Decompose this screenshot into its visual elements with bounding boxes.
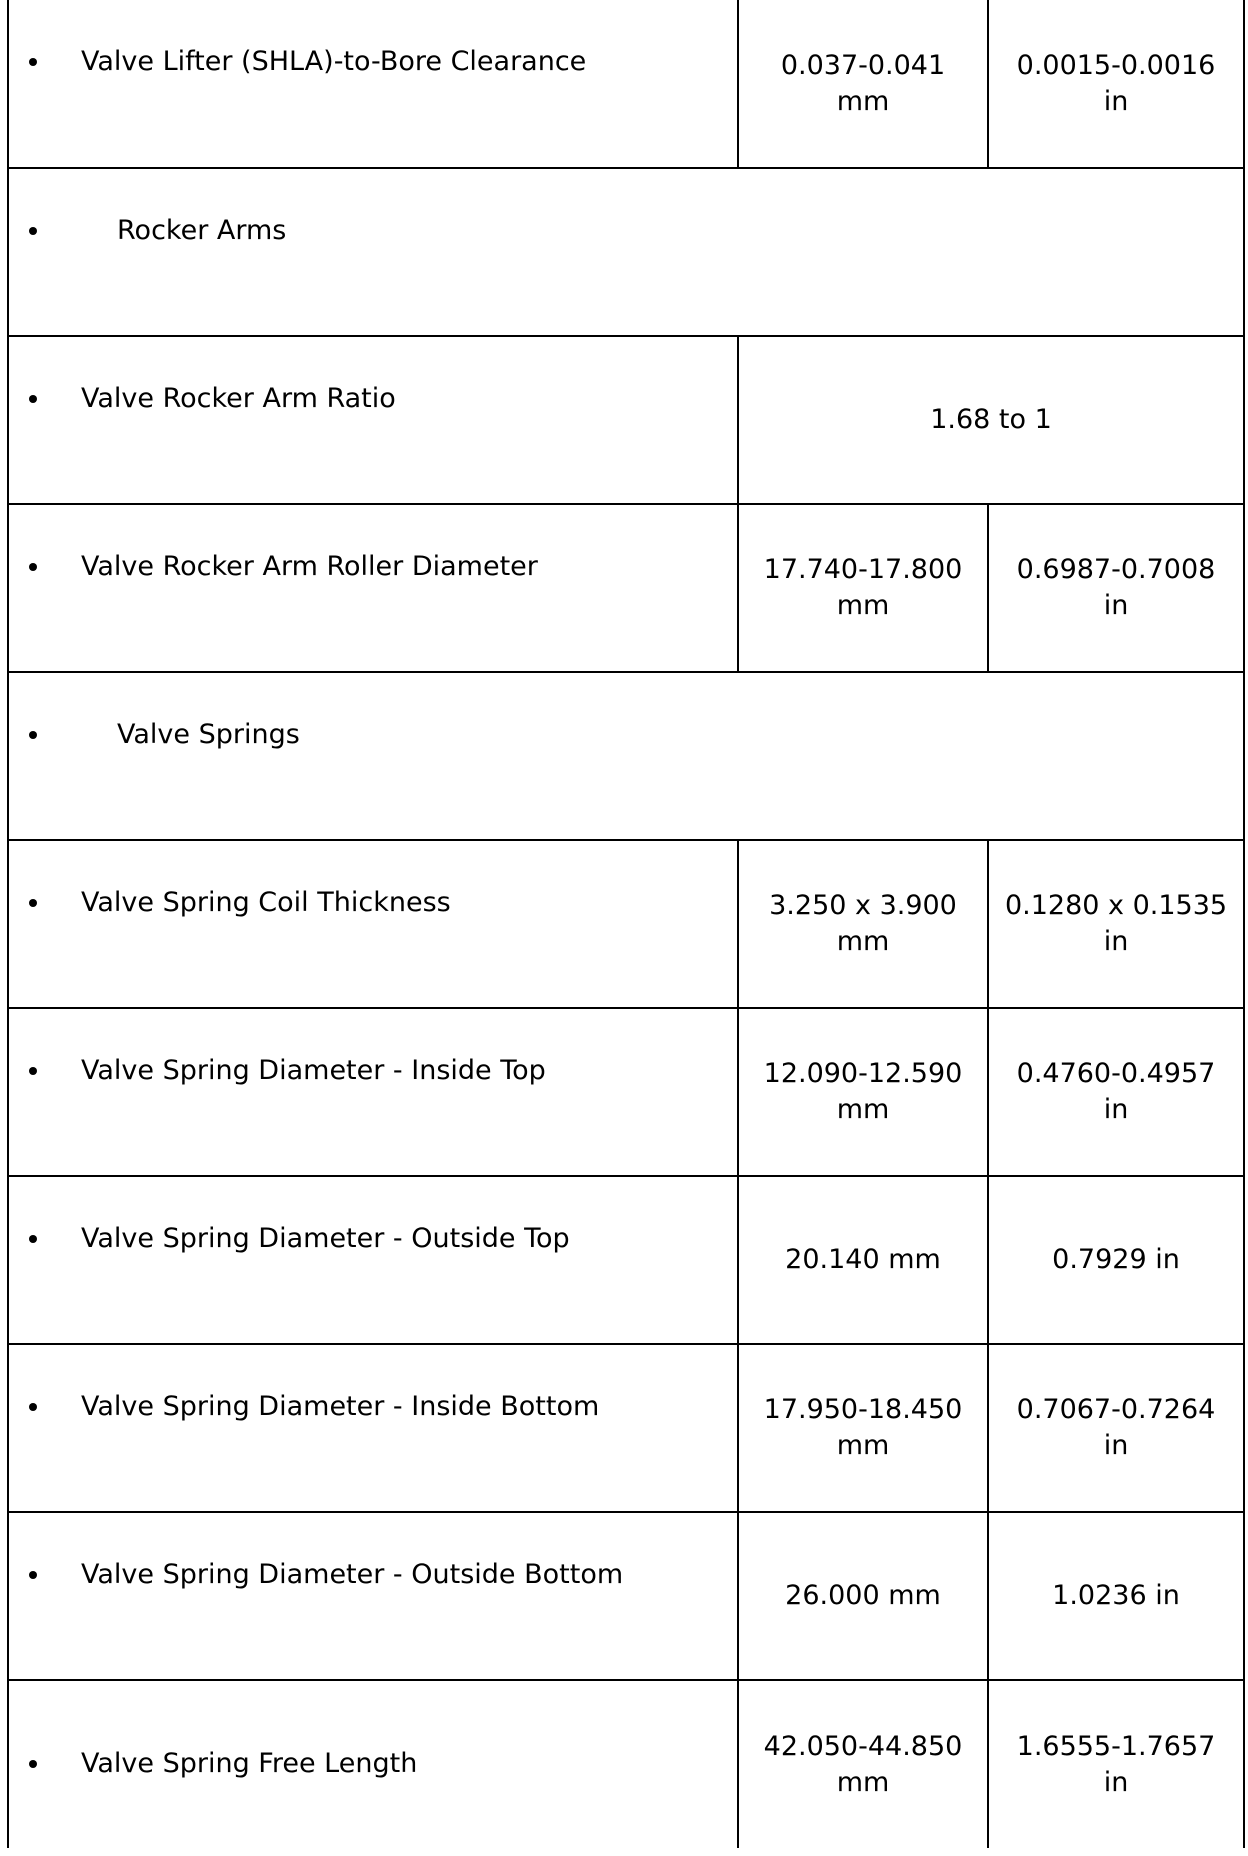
english-value: 1.6555-1.7657	[1016, 1730, 1216, 1762]
spec-label: Valve Rocker Arm Ratio	[81, 383, 396, 414]
specifications-table	[7, 0, 1245, 1848]
spec-label-cell	[8, 1176, 738, 1344]
spec-label-cell	[8, 1512, 738, 1680]
metric-value: 0.037-0.041	[780, 49, 946, 81]
table-row	[8, 336, 1244, 504]
english-value: 0.6987-0.7008	[1016, 554, 1216, 585]
section-heading-cell	[8, 168, 1244, 336]
english-unit: in	[1103, 926, 1129, 957]
english-value-cell	[988, 1176, 1244, 1344]
english-value-cell	[988, 504, 1244, 672]
label-wrap	[9, 549, 737, 585]
english-value-cell	[988, 0, 1244, 168]
metric-value: 26.000 mm	[785, 1580, 941, 1611]
label-wrap	[9, 1221, 737, 1257]
table-row	[8, 1008, 1244, 1176]
spec-label: Valve Spring Diameter - Outside Top	[81, 1223, 570, 1254]
english-value-cell	[988, 1344, 1244, 1512]
table-row	[8, 1512, 1244, 1680]
metric-value: 17.950-18.450	[763, 1394, 963, 1425]
table-row	[8, 840, 1244, 1008]
english-value: 0.1280 x 0.1535	[1004, 890, 1228, 921]
metric-value-cell	[738, 0, 988, 168]
english-unit: in	[1103, 590, 1129, 621]
metric-value: 12.090-12.590	[763, 1058, 963, 1089]
metric-value-cell	[738, 1344, 988, 1512]
table-row	[8, 504, 1244, 672]
spec-label-cell	[8, 840, 738, 1008]
label-wrap	[9, 213, 1243, 249]
english-value-cell	[988, 1008, 1244, 1176]
english-value: 0.0015-0.0016	[1016, 49, 1216, 81]
table-row	[8, 0, 1244, 168]
section-heading: Rocker Arms	[117, 215, 287, 246]
section-heading: Valve Springs	[117, 719, 300, 750]
english-value: 0.7929 in	[1052, 1244, 1180, 1275]
metric-value-cell	[738, 1176, 988, 1344]
spec-label-cell	[8, 1680, 738, 1848]
table-row	[8, 1680, 1244, 1848]
bullet-icon	[29, 395, 37, 403]
metric-value-cell	[738, 840, 988, 1008]
metric-unit: mm	[836, 85, 890, 117]
spec-label-cell	[8, 1008, 738, 1176]
english-unit: in	[1103, 1094, 1129, 1125]
english-value-cell	[988, 1512, 1244, 1680]
english-value: 0.7067-0.7264	[1016, 1394, 1216, 1425]
spec-label-cell	[8, 0, 738, 168]
bullet-icon	[29, 58, 37, 66]
metric-value: 42.050-44.850	[763, 1730, 963, 1762]
bullet-icon	[29, 1571, 37, 1579]
label-wrap	[9, 1053, 737, 1089]
english-unit: in	[1103, 1766, 1129, 1798]
label-wrap	[9, 44, 737, 80]
metric-unit: mm	[836, 1094, 890, 1125]
label-wrap	[9, 381, 737, 417]
spec-label: Valve Rocker Arm Roller Diameter	[81, 551, 538, 582]
label-wrap	[9, 1557, 737, 1593]
label-wrap	[9, 1389, 737, 1425]
table-row	[8, 672, 1244, 840]
english-value-cell	[988, 1680, 1244, 1848]
table-row	[8, 168, 1244, 336]
spec-label: Valve Lifter (SHLA)-to-Bore Clearance	[81, 46, 587, 77]
bullet-icon	[29, 1067, 37, 1075]
metric-unit: mm	[836, 926, 890, 957]
label-wrap	[9, 885, 737, 921]
ratio-value-cell	[738, 336, 1244, 504]
metric-value-cell	[738, 1680, 988, 1848]
bullet-icon	[29, 1403, 37, 1411]
english-value: 0.4760-0.4957	[1016, 1058, 1216, 1089]
metric-value-cell	[738, 504, 988, 672]
bullet-icon	[29, 227, 37, 235]
metric-unit: mm	[836, 1430, 890, 1461]
spec-label-cell	[8, 504, 738, 672]
spec-label: Valve Spring Diameter - Inside Bottom	[81, 1391, 600, 1422]
english-value-cell	[988, 840, 1244, 1008]
spec-label: Valve Spring Diameter - Outside Bottom	[81, 1559, 624, 1590]
english-value: 1.0236 in	[1052, 1580, 1180, 1611]
spec-label-cell	[8, 1344, 738, 1512]
spec-label-cell	[8, 336, 738, 504]
metric-value-cell	[738, 1512, 988, 1680]
label-wrap	[9, 717, 1243, 753]
metric-unit: mm	[836, 1766, 890, 1798]
metric-value-cell	[738, 1008, 988, 1176]
section-heading-cell	[8, 672, 1244, 840]
specifications-table-body	[8, 0, 1244, 1848]
table-row	[8, 1344, 1244, 1512]
bullet-icon	[29, 731, 37, 739]
spec-label: Valve Spring Diameter - Inside Top	[81, 1055, 546, 1086]
bullet-icon	[29, 563, 37, 571]
metric-value: 20.140 mm	[785, 1244, 941, 1275]
metric-unit: mm	[836, 590, 890, 621]
spec-label: Valve Spring Free Length	[81, 1748, 418, 1779]
metric-value: 3.250 x 3.900	[769, 890, 957, 921]
bullet-icon	[29, 1235, 37, 1243]
table-row	[8, 1176, 1244, 1344]
label-wrap	[9, 1746, 737, 1782]
english-unit: in	[1103, 85, 1129, 117]
english-unit: in	[1103, 1430, 1129, 1461]
bullet-icon	[29, 899, 37, 907]
bullet-icon	[29, 1760, 37, 1768]
metric-value: 17.740-17.800	[763, 554, 963, 585]
spec-label: Valve Spring Coil Thickness	[81, 887, 451, 918]
ratio-value: 1.68 to 1	[930, 404, 1052, 435]
